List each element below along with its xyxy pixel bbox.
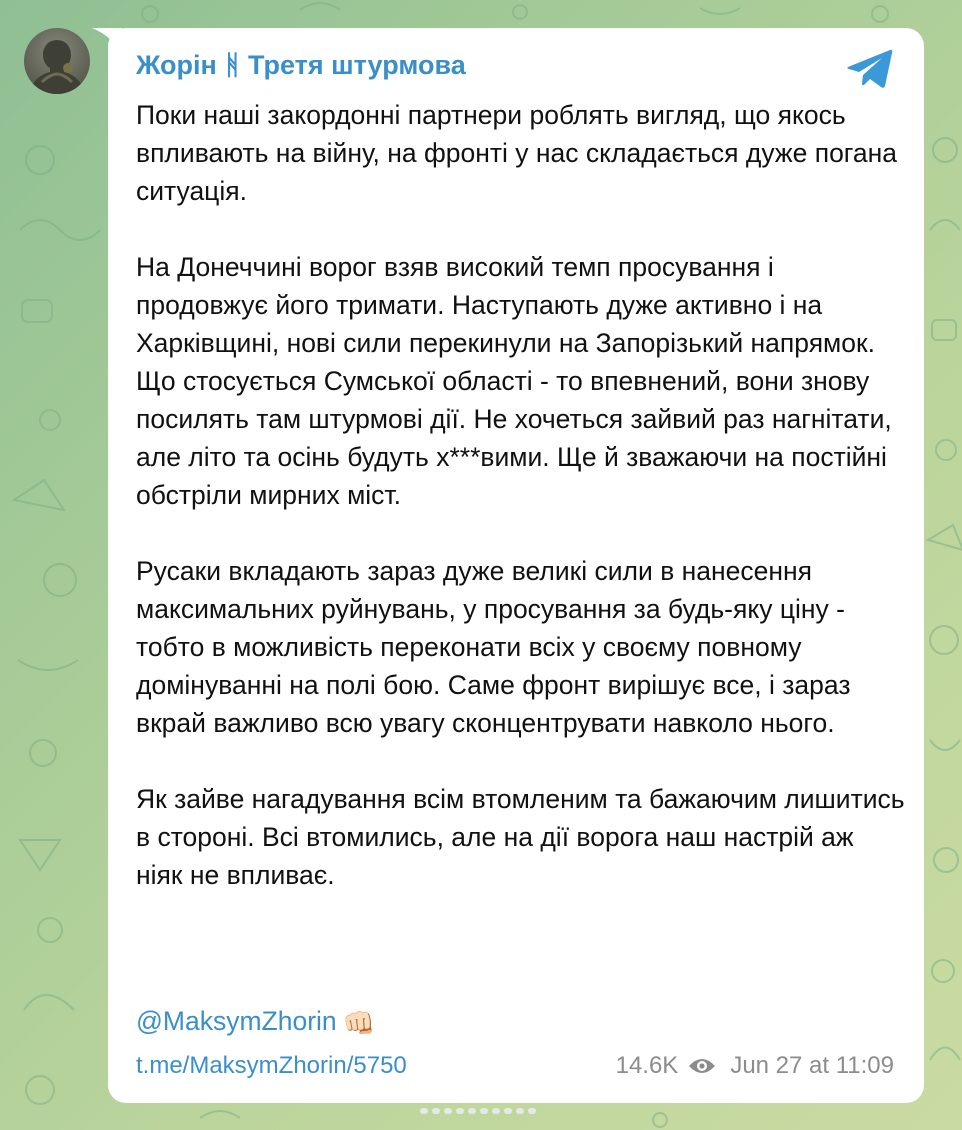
message-timestamp: Jun 27 at 11:09 <box>730 1052 894 1079</box>
message-meta <box>616 1048 894 1084</box>
page-indicator <box>420 1106 544 1116</box>
telegram-logo-icon[interactable] <box>846 48 894 90</box>
post-paragraph: На Донеччині ворог взяв високий темп просування і продовжує його тримати. Наступають дуже активно і на Харківщині, нові сили перекинули на Запорізький напрямок. Що стосується Сумської області - то впевнений, вони знову посилять там штурмові дії. Не хочеться зайвий раз нагнітати, але літо та осінь будуть х***вими. Ще й зважаючи на постійні обстріли мирних міст. <box>136 252 892 510</box>
avatar-photo-icon <box>24 28 90 94</box>
author-handle-link[interactable]: @MaksymZhorin <box>136 1006 337 1036</box>
fist-icon: 👊🏻 <box>342 1008 376 1038</box>
channel-name[interactable]: Жорін ᚻ Третя штурмова <box>136 50 466 80</box>
channel-avatar[interactable] <box>24 28 90 94</box>
post-paragraph: Русаки вкладають зараз дуже великі сили в нанесення максимальних руйнувань, у просування за будь-яку ціну - тобто в можливість переконати всіх у своєму повному домінуванні на полі бою. Саме фронт вирішує все, і зараз вкрай важливо всю увагу сконцентрувати навколо нього. <box>136 556 851 738</box>
view-count: 14.6K <box>615 1052 679 1079</box>
post-text <box>136 96 906 932</box>
eye-icon <box>688 1056 716 1076</box>
author-mention <box>136 1002 375 1042</box>
post-paragraph: Як зайве нагадування всім втомленим та бажаючим лишитись в стороні. Всі втомились, але на дії ворога наш настрій аж ніяк не впливає. <box>136 784 905 890</box>
post-paragraph: Поки наші закордонні партнери роблять вигляд, що якось впливають на війну, на фронті у нас складається дуже погана ситуація. <box>136 100 897 206</box>
message-footer <box>136 1048 894 1084</box>
post-link[interactable]: t.me/MaksymZhorin/5750 <box>136 1052 407 1079</box>
